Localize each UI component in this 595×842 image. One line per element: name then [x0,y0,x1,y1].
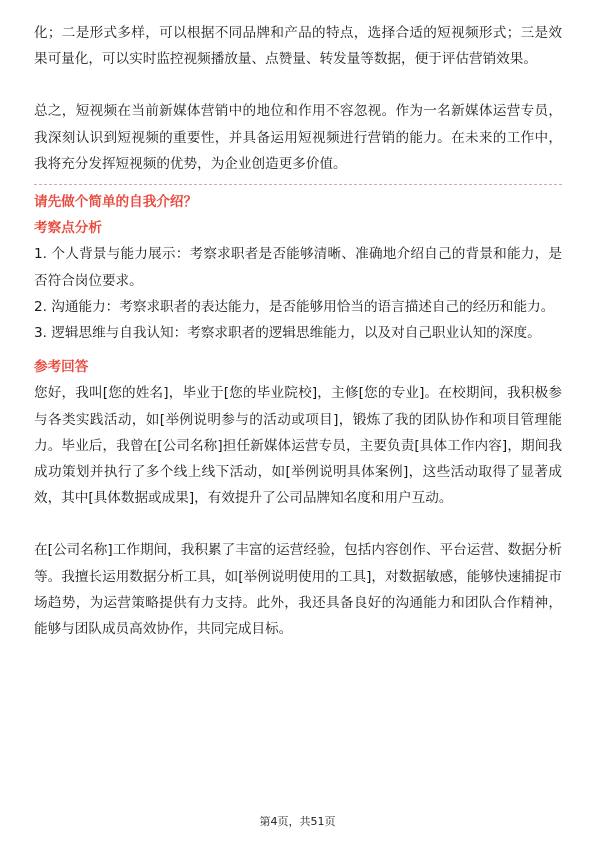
page-number: 第4页，共51页 [259,815,336,828]
analysis-item: 1. 个人背景与能力展示：考察求职者是否能够清晰、准确地介绍自己的背景和能力，是否符合岗位要求。 [34,246,562,289]
analysis-heading: 考察点分析 [34,220,102,237]
analysis-item: 3. 逻辑思维与自我认知：考察求职者的逻辑思维能力，以及对自己职业认知的深度。 [34,325,541,342]
section-divider [34,184,562,185]
analysis-item: 2. 沟通能力：考察求职者的表达能力，是否能够用恰当的语言描述自己的经历和能力。 [34,298,555,315]
answer-paragraph: 在[公司名称]工作期间，我积累了丰富的运营经验，包括内容创作、平台运营、数据分析等。我擅长运用数据分析工具，如[举例说明使用的工具]，对数据敏感，能够快速捕捉市场趋势，为运营策略提供有力支持。此外，我还具备良好的沟通能力和团队合作精神，能够与团队成员高效协作，共同完成目标。 [34,542,562,638]
question-title: 请先做个简单的自我介绍？ [34,194,198,211]
answer-heading: 参考回答 [34,359,89,376]
body-paragraph: 化；二是形式多样，可以根据不同品牌和产品的特点，选择合适的短视频形式；三是效果可量化，可以实时监控视频播放量、点赞量、转发量等数据，便于评估营销效果。 [34,25,562,68]
body-paragraph: 总之，短视频在当前新媒体营销中的地位和作用不容忽视。作为一名新媒体运营专员，我深刻认识到短视频的重要性，并具备运用短视频进行营销的能力。在未来的工作中，我将充分发挥短视频的优势，为企业创造更多价值。 [34,103,562,172]
answer-paragraph: 您好，我叫[您的姓名]，毕业于[您的毕业院校]，主修[您的专业]。在校期间，我积极参与各类实践活动，如[举例说明参与的活动或项目]，锻炼了我的团队协作和项目管理能力。毕业后，我曾在[公司名称]担任新媒体运营专员，主要负责[具体工作内容]，期间我成功策划并执行了多个线上线下活动，如[举例说明具体案例]，这些活动取得了显著成效，其中[具体数据或成果]，有效提升了公司品牌知名度和用户互动。 [34,385,562,507]
page-content [34,20,562,642]
